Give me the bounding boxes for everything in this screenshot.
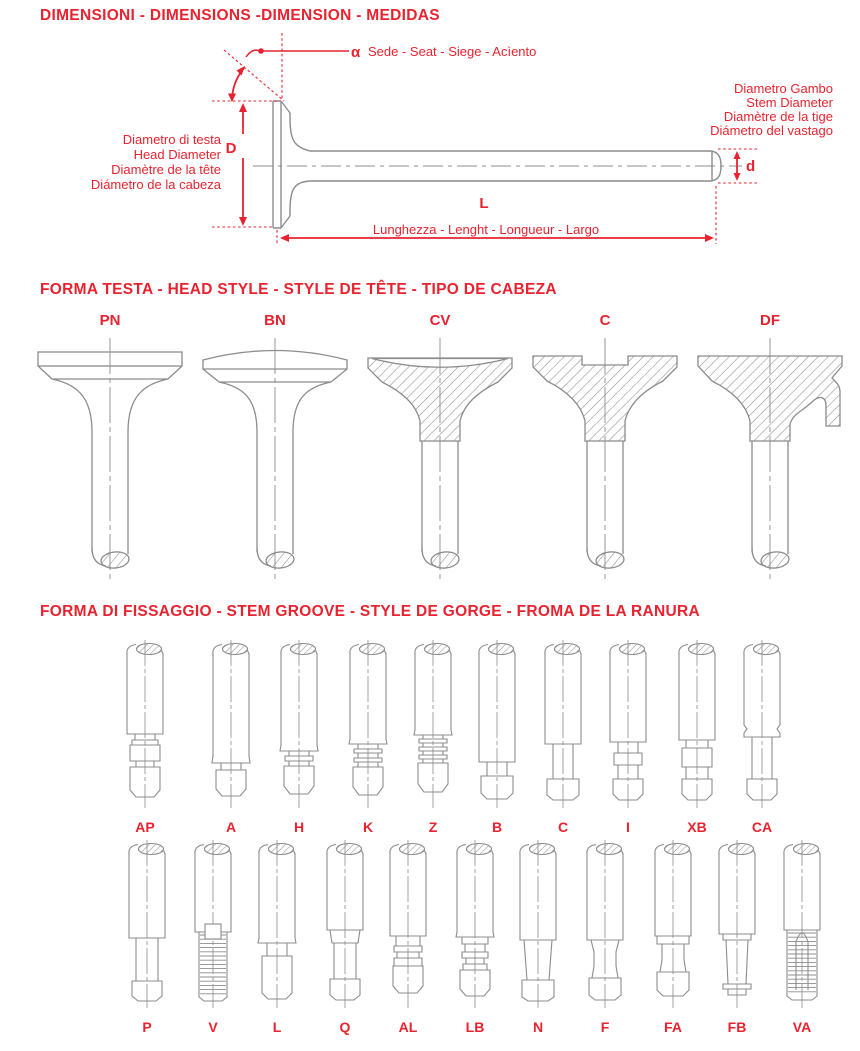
stem-groove-drawing <box>376 840 440 1010</box>
head-diameter-label-1: Diametro di testa <box>122 132 221 147</box>
stem-groove-figure-AL <box>376 840 440 1035</box>
stem-groove-label: AP <box>135 819 155 835</box>
head-style-figure-PN <box>30 312 190 591</box>
stem-groove-label: FB <box>727 1019 747 1035</box>
head-diameter-label-2: Head Diameter <box>133 147 221 162</box>
stem-groove-drawing <box>596 640 660 810</box>
stem-groove-label: A <box>225 819 237 835</box>
stem-groove-drawing <box>641 840 705 1010</box>
stem-groove-section-title: FORMA DI FISSAGGIO - STEM GROOVE - STYLE DE GORGE - FROMA DE LA RANURA <box>40 603 700 620</box>
stem-groove-drawing <box>730 640 794 810</box>
head-style-label: CV <box>429 312 451 329</box>
stem-groove-label: K <box>362 819 374 835</box>
stem-groove-figure-FB <box>705 840 769 1035</box>
stem-groove-drawing <box>531 640 595 810</box>
head-diameter-label-4: Diámetro de la cabeza <box>90 177 221 192</box>
stem-groove-label: F <box>600 1019 610 1035</box>
stem-groove-figure-Z <box>401 640 465 835</box>
stem-groove-drawing <box>465 640 529 810</box>
head-style-label: BN <box>264 312 286 329</box>
stem-groove-label: AL <box>398 1019 418 1035</box>
stem-diameter-label-4: Diámetro del vastago <box>710 123 833 138</box>
stem-groove-figure-FA <box>641 840 705 1035</box>
stem-groove-label: FA <box>664 1019 682 1035</box>
stem-groove-figure-C <box>531 640 595 835</box>
stem-groove-figure-LB <box>443 840 507 1035</box>
stem-groove-drawing <box>245 840 309 1010</box>
valve-outline <box>253 101 742 228</box>
stem-groove-label: VA <box>792 1019 812 1035</box>
head-style-label: C <box>599 312 611 329</box>
length-label: Lunghezza - Lenght - Longueur - Largo <box>372 222 600 237</box>
head-style-figure-DF <box>690 312 850 591</box>
stem-groove-label: L <box>272 1019 282 1035</box>
stem-groove-figure-N <box>506 840 570 1035</box>
head-style-figure-BN <box>195 312 355 591</box>
stem-groove-figure-L <box>245 840 309 1035</box>
stem-groove-figure-XB <box>665 640 729 835</box>
valve-head-drawing <box>30 336 190 586</box>
stem-groove-label: LB <box>465 1019 485 1035</box>
stem-groove-figure-B <box>465 640 529 835</box>
alpha-symbol: α <box>351 44 361 61</box>
head-style-label: PN <box>99 312 121 329</box>
stem-groove-drawing <box>267 640 331 810</box>
stem-groove-label: H <box>293 819 305 835</box>
stem-groove-label: Z <box>428 819 438 835</box>
length-symbol: L <box>479 195 489 212</box>
valve-head-drawing <box>360 336 520 586</box>
stem-groove-drawing <box>665 640 729 810</box>
seat-label: Sede - Seat - Siege - Acìento <box>368 44 537 59</box>
stem-groove-figure-Q <box>313 840 377 1035</box>
dimensions-section-title: DIMENSIONI - DIMENSIONS -DIMENSION - MEDIDAS <box>40 7 440 24</box>
stem-diameter-label-3: Diamètre de la tige <box>723 109 833 124</box>
valve-dimensions-diagram <box>0 30 860 265</box>
stem-groove-drawing <box>506 840 570 1010</box>
stem-groove-label: CA <box>751 819 773 835</box>
stem-groove-drawing <box>199 640 263 810</box>
stem-groove-figure-H <box>267 640 331 835</box>
stem-groove-label: P <box>142 1019 152 1035</box>
stem-groove-drawing <box>401 640 465 810</box>
stem-groove-drawing <box>336 640 400 810</box>
stem-groove-label: V <box>208 1019 218 1035</box>
stem-groove-drawing <box>181 840 245 1010</box>
head-style-figure-CV <box>360 312 520 591</box>
stem-groove-figure-CA <box>730 640 794 835</box>
stem-diameter-label-2: Stem Diameter <box>746 95 833 110</box>
head-style-figure-C <box>525 312 685 591</box>
stem-groove-label: Q <box>339 1019 351 1035</box>
head-diameter-label-3: Diamètre de la tête <box>111 162 221 177</box>
stem-groove-figure-K <box>336 640 400 835</box>
stem-groove-label: XB <box>687 819 707 835</box>
stem-groove-drawing <box>313 840 377 1010</box>
head-style-label: DF <box>760 312 780 329</box>
stem-groove-drawing <box>115 840 179 1010</box>
stem-groove-figure-F <box>573 840 637 1035</box>
stem-diameter-symbol: d <box>746 158 756 175</box>
stem-groove-figure-VA <box>770 840 834 1035</box>
stem-groove-figure-P <box>115 840 179 1035</box>
valve-head-drawing <box>690 336 850 586</box>
red-dimension-lines <box>212 33 757 244</box>
stem-groove-figure-A <box>199 640 263 835</box>
stem-groove-label: N <box>532 1019 544 1035</box>
head-diameter-symbol: D <box>225 140 237 157</box>
dimension-labels <box>91 44 834 237</box>
stem-diameter-label-1: Diametro Gambo <box>734 81 833 96</box>
valve-head-drawing <box>525 336 685 586</box>
stem-groove-figure-V <box>181 840 245 1035</box>
stem-groove-figure-AP <box>113 640 177 835</box>
stem-groove-drawing <box>113 640 177 810</box>
stem-groove-drawing <box>770 840 834 1010</box>
stem-groove-label: B <box>491 819 503 835</box>
stem-groove-drawing <box>443 840 507 1010</box>
stem-groove-drawing <box>705 840 769 1010</box>
stem-groove-label: I <box>626 819 630 835</box>
stem-groove-label: C <box>557 819 569 835</box>
stem-groove-drawing <box>573 840 637 1010</box>
head-style-section-title: FORMA TESTA - HEAD STYLE - STYLE DE TÊTE - TIPO DE CABEZA <box>40 281 557 298</box>
stem-groove-figure-I <box>596 640 660 835</box>
valve-head-drawing <box>195 336 355 586</box>
